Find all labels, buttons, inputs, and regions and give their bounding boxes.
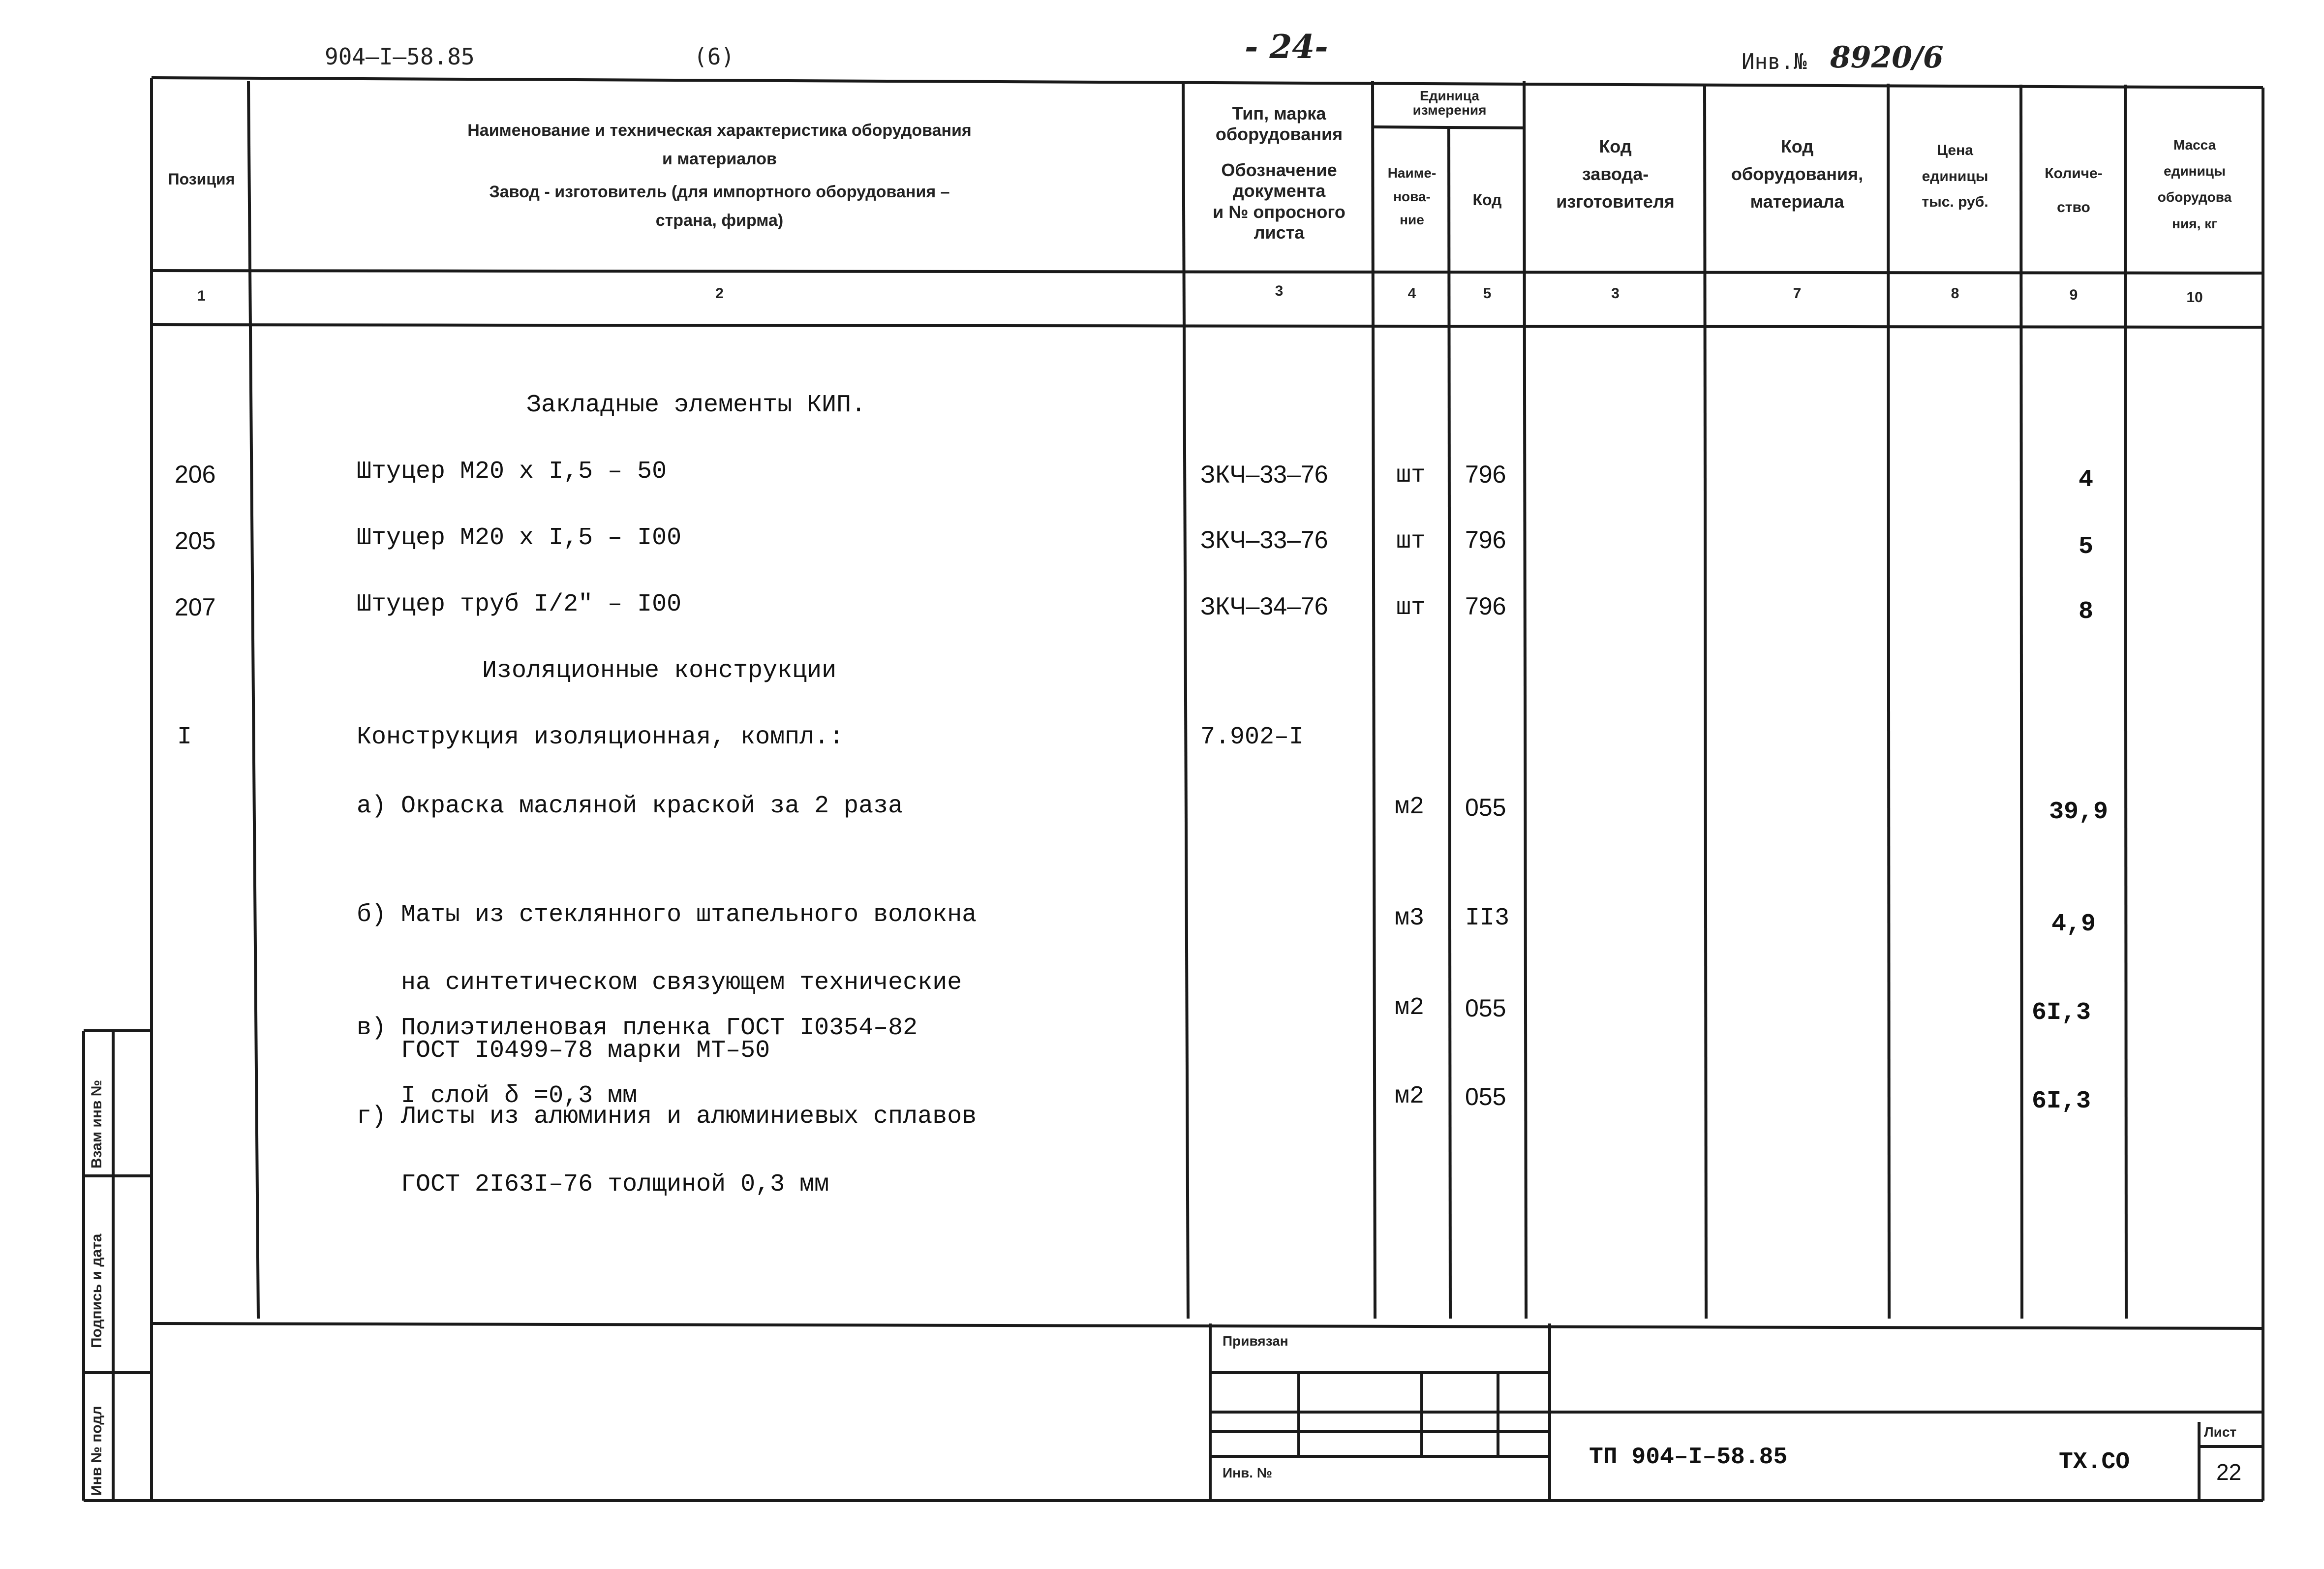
project-code: 904–I–58.85 [325,43,475,70]
row-name-line: I слой δ =0,3 мм [357,1082,638,1110]
row-position: I [177,723,192,751]
row-code: 055 [1465,1083,1506,1110]
header-unit-line1: Единица [1420,88,1479,103]
header-col10 [2126,132,2263,237]
row-qty: 4 [2079,466,2094,494]
header-col2-line3: Завод - изготовитель (для импортного оборудования – [489,182,950,201]
footer-sheet-label: Лист [2204,1424,2237,1440]
header-col6-line3: изготовителя [1556,191,1675,212]
header-col7 [1706,133,1888,215]
row-position: 205 [175,527,216,554]
page-number: - 24- [1245,28,1328,66]
header-col4-line1: Наиме- [1387,165,1437,181]
header-col8-line2: единицы [1922,168,1988,185]
column-number-7: 7 [1793,285,1802,302]
header-col6-line1: Код [1599,136,1632,156]
header-col10-line1: Масса [2173,137,2216,153]
header-col9 [2022,156,2125,224]
row-code: 055 [1465,794,1506,821]
row-qty: 8 [2079,598,2094,626]
header-col3-line3: Обозначение [1221,159,1337,180]
row-qty: 5 [2079,533,2094,561]
header-col10-line4: ния, кг [2172,215,2217,231]
row-name-line: б) Маты из стеклянного штапельного волокна [357,901,977,929]
inv-number: 8920/6 [1830,40,1944,75]
inv-label: Инв.№ [1742,49,1807,74]
header-col5: Код [1472,191,1502,209]
header-col3 [1186,103,1373,244]
header-col3-line6: листа [1254,222,1305,243]
row-code: 796 [1465,461,1506,488]
header-col6 [1526,133,1705,215]
row-name: Штуцер М20 х I,5 – 50 [357,458,667,486]
row-doc: 7.902–I [1200,723,1304,751]
footer-inv-no: Инв. № [1223,1465,1273,1480]
header-col9-line2: ство [2057,199,2090,215]
row-name-line: ГОСТ 2I63I–76 толщиной 0,3 мм [357,1170,829,1199]
sheet-part: (6) [694,43,735,70]
row-code: II3 [1465,904,1510,932]
column-number-2: 2 [715,285,724,302]
row-name [357,1060,977,1241]
row-unit: м2 [1395,994,1425,1022]
column-number-9: 9 [2069,287,2078,303]
header-col7-line2: оборудования, [1731,163,1864,184]
header-col2 [256,114,1183,237]
footer-doc-code: ТП 904–I–58.85 [1589,1444,1788,1471]
header-col3-line1: Тип, марка [1232,103,1326,123]
header-col4 [1375,161,1449,232]
footer-section: ТХ.СО [2059,1449,2130,1476]
row-unit: м2 [1395,1082,1425,1110]
header-col1: Позиция [168,170,235,188]
header-col8-line3: тыс. руб. [1922,194,1988,210]
side-label-replacement-inv: Взам инв № [89,1079,105,1169]
column-number-3: 3 [1275,283,1284,299]
row-unit: шт [1396,461,1426,490]
column-number-4: 4 [1407,285,1416,302]
row-unit: м2 [1395,793,1425,821]
header-col3-line2: оборудования [1215,124,1343,145]
header-col8-line1: Цена [1937,142,1973,158]
header-col3-line4: документа [1232,181,1326,201]
header-col7-line1: Код [1780,136,1814,156]
footer-sheet-number: 22 [2216,1459,2242,1485]
header-col10-line3: оборудова [2157,189,2232,205]
header-col3-line5: и № опросного [1213,201,1345,222]
row-name: а) Окраска масляной краской за 2 раза [357,792,903,820]
row-name: Конструкция изоляционная, компл.: [357,723,844,751]
row-qty: 4,9 [2051,910,2096,938]
header-col9-line1: Количе- [2045,165,2103,182]
row-name-line: ГОСТ I0499–78 марки МТ–50 [357,1037,770,1065]
row-position: 206 [175,461,216,488]
header-col8 [1889,138,2021,215]
row-doc: ЗКЧ–33–76 [1200,461,1328,488]
header-col6-line2: завода- [1582,163,1649,184]
column-number-8: 8 [1951,285,1959,302]
header-unit-line2: измерения [1412,102,1487,118]
row-qty: 6I,3 [2032,1087,2091,1115]
row-unit: шт [1396,527,1426,555]
row-name: Штуцер труб I/2" – I00 [357,590,682,618]
row-name-line: г) Листы из алюминия и алюминиевых сплавов [357,1103,977,1131]
row-doc: ЗКЧ–34–76 [1200,592,1328,620]
column-number-5: 5 [1483,285,1492,302]
column-number-1: 1 [197,288,206,304]
footer-privyazan: Привязан [1223,1333,1288,1349]
row-code: 055 [1465,994,1506,1022]
row-name-line: на синтетическом связующем технические [357,969,962,997]
column-number-6: 3 [1611,285,1620,302]
side-label-signature-date: Подпись и дата [89,1233,105,1348]
header-col2-line4: страна, фирма) [655,211,784,230]
row-qty: 6I,3 [2032,999,2091,1027]
row-unit: м3 [1395,904,1425,932]
header-col2-line1: Наименование и техническая характеристика оборудования [467,121,972,140]
row-unit: шт [1396,594,1426,622]
row-name: Штуцер М20 х I,5 – I00 [357,524,682,552]
row-code: 796 [1465,592,1506,620]
header-col4-line3: ние [1400,212,1424,228]
header-col4-line2: нова- [1393,188,1431,204]
side-label-original-inv: Инв № подл [89,1406,105,1496]
section-heading-insulation: Изоляционные конструкции [482,657,837,685]
row-name-line: в) Полиэтиленовая пленка ГОСТ I0354–82 [357,1014,918,1042]
header-col10-line2: единицы [2164,163,2226,179]
column-number-10: 10 [2186,289,2203,306]
header-unit-group [1375,89,1524,118]
row-qty: 39,9 [2049,798,2109,826]
row-position: 207 [175,593,216,621]
header-col7-line3: материала [1750,191,1844,212]
row-doc: ЗКЧ–33–76 [1200,526,1328,554]
row-code: 796 [1465,526,1506,554]
section-heading-kip: Закладные элементы КИП. [526,391,866,419]
header-col2-line2: и материалов [662,150,777,169]
